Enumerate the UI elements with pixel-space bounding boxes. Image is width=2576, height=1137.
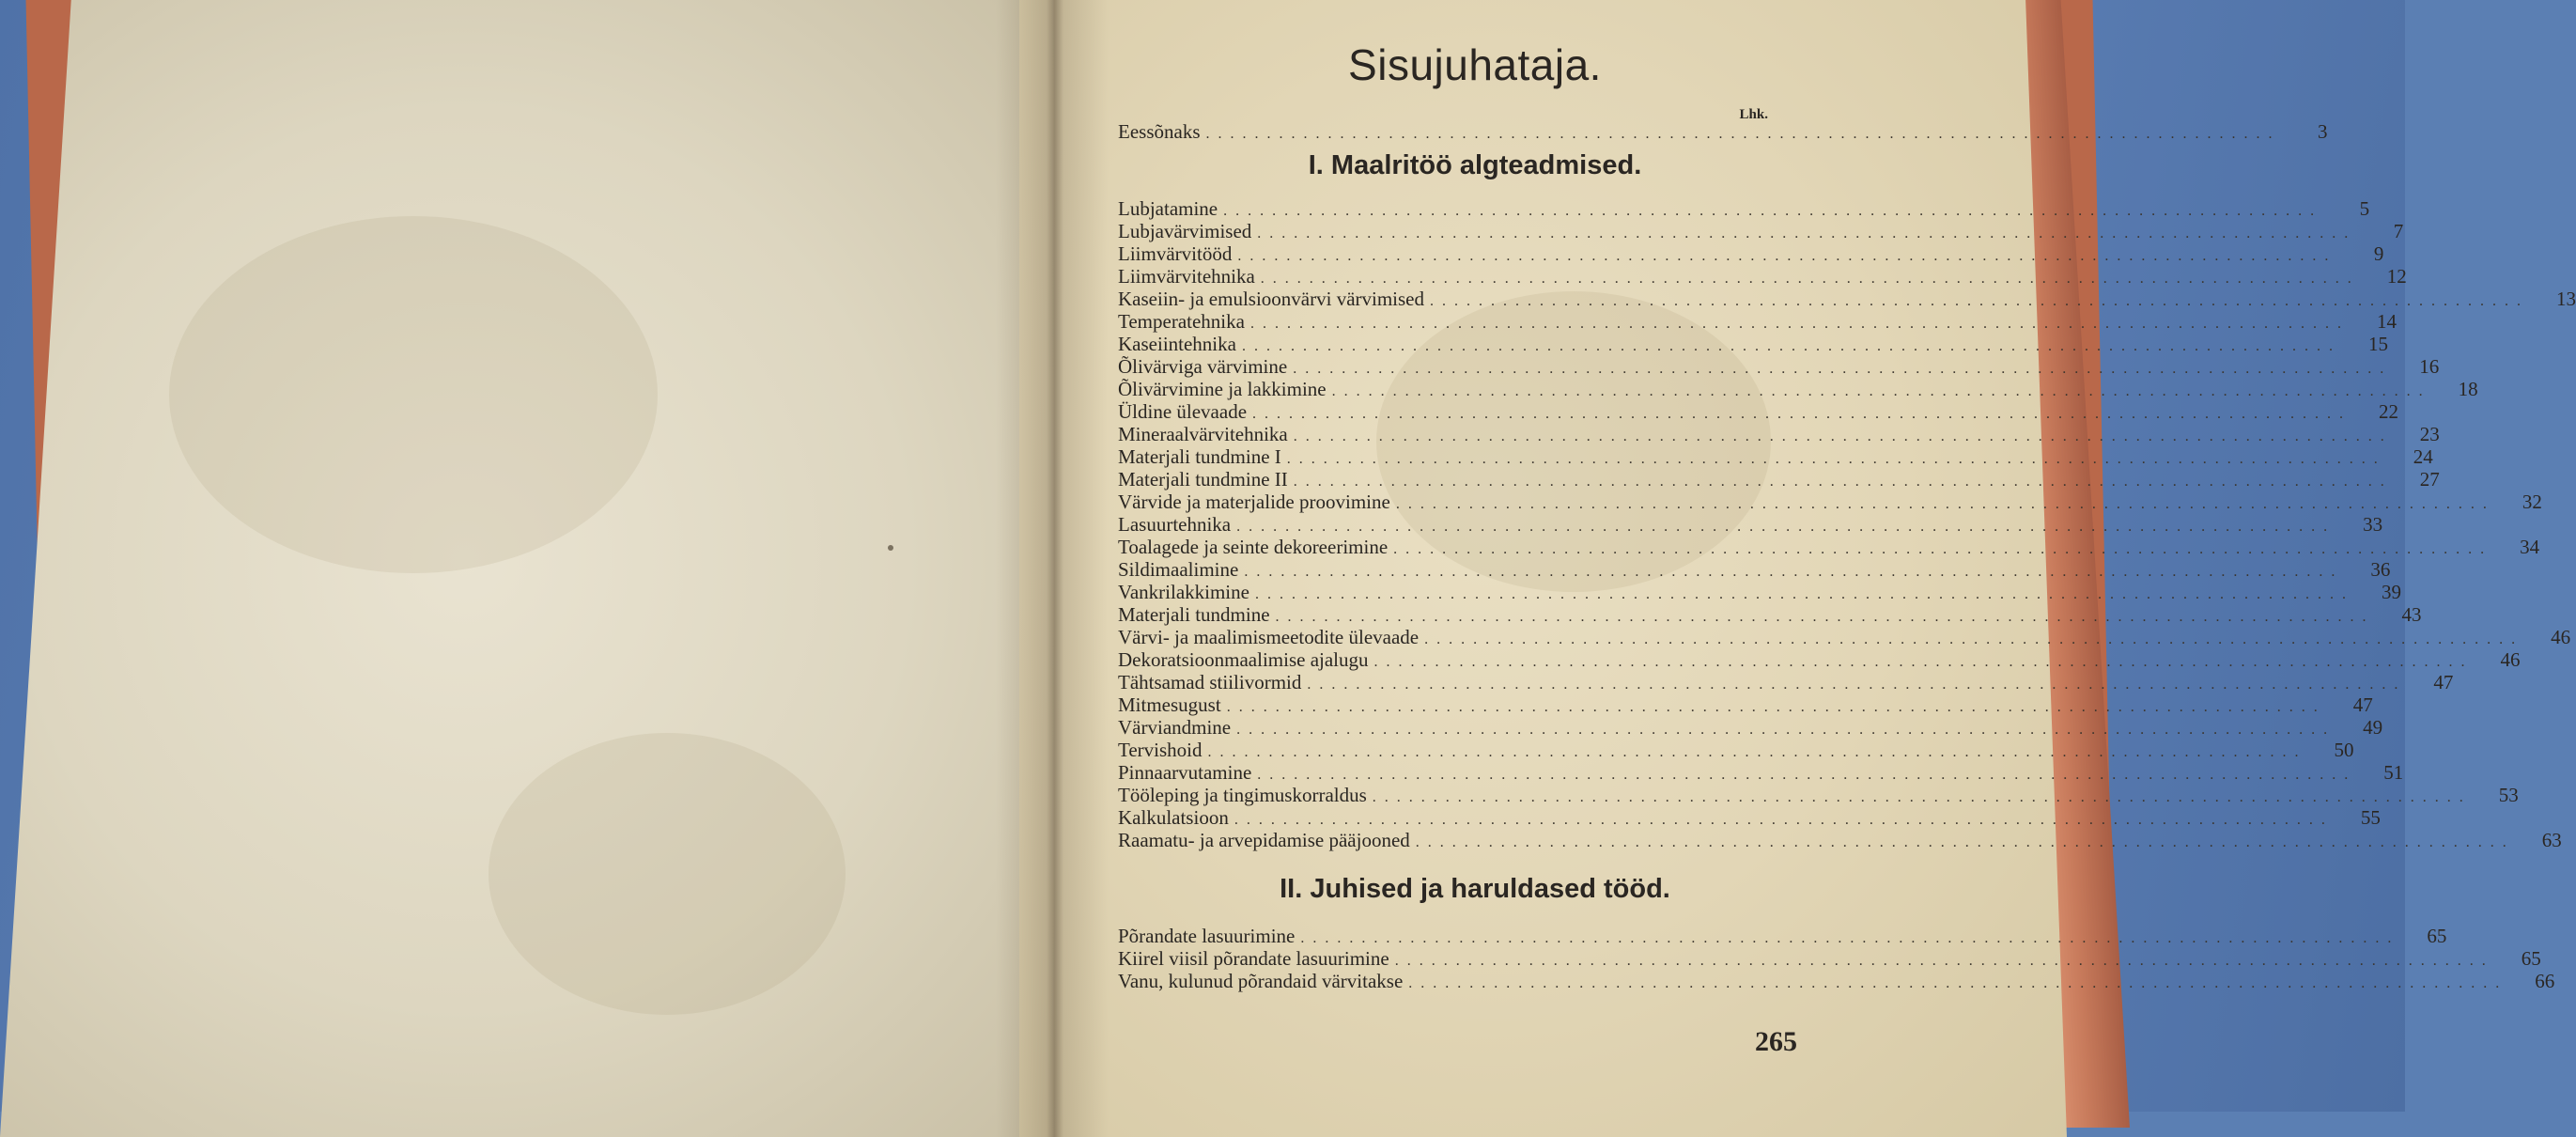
leader-dots: .......................................................................................... xyxy=(1236,722,2336,738)
toc-entry xyxy=(1118,716,2383,741)
leader-dots: .......................................................................................... xyxy=(1293,474,2393,490)
toc-entry xyxy=(1118,806,2381,832)
entry-page: 23 xyxy=(2419,423,2440,445)
toc-entry xyxy=(1118,947,2541,973)
toc-entry xyxy=(1118,925,2447,950)
toc-entry xyxy=(1118,648,2521,674)
leader-dots: .......................................................................................... xyxy=(1331,383,2431,399)
entry-page: 16 xyxy=(2419,355,2440,378)
entry-page: 24 xyxy=(2413,445,2433,468)
leader-dots: .......................................................................................... xyxy=(1393,541,2493,557)
entry-label: Raamatu- ja arvepidamise pääjooned xyxy=(1118,829,1410,851)
entry-label: Värvide ja materjalide proovimine xyxy=(1118,491,1390,513)
section-heading-1: I. Maalritöö algteadmised. xyxy=(1308,150,1642,180)
book-gutter xyxy=(996,0,1109,1137)
leader-dots: .......................................................................................... xyxy=(1394,953,2494,969)
entry-label: Temperatehnika xyxy=(1118,310,1245,333)
toc-entry xyxy=(1118,829,2562,854)
leader-dots: .......................................................................................... xyxy=(1293,361,2393,377)
entry-page: 9 xyxy=(2373,242,2384,265)
leader-dots: .......................................................................................... xyxy=(1307,677,2407,693)
leader-dots: .......................................................................................... xyxy=(1207,744,2307,760)
entry-label: Liimvärvitööd xyxy=(1118,242,1233,265)
toc-entry xyxy=(1118,355,2440,381)
entry-page: 15 xyxy=(2367,333,2388,355)
entry-label: Mitmesugust xyxy=(1118,693,1221,716)
entry-label: Lubjavärvimised xyxy=(1118,220,1252,242)
entry-page: 27 xyxy=(2419,468,2440,491)
toc-entry xyxy=(1118,468,2440,493)
entry-label: Kiirel viisil põrandate lasuurimine xyxy=(1118,947,1389,970)
entry-label: Toalagede ja seinte dekoreerimine xyxy=(1118,536,1389,558)
page-stain xyxy=(169,216,658,573)
leader-dots: .......................................................................................... xyxy=(1234,812,2334,828)
entry-page: 18 xyxy=(2458,378,2478,400)
entry-page: 47 xyxy=(2433,671,2454,693)
left-page xyxy=(0,0,1033,1137)
toc-entry xyxy=(1118,378,2478,403)
toc-entry xyxy=(1118,693,2373,719)
toc-entry xyxy=(1118,220,2404,245)
entry-label: Õlivärvimine ja lakkimine xyxy=(1118,378,1327,400)
toc-entry xyxy=(1118,491,2542,516)
entry-label: Materjali tundmine xyxy=(1118,603,1270,626)
toc-entry xyxy=(1118,536,2540,561)
entry-page: 53 xyxy=(2498,784,2519,806)
leader-dots: .......................................................................................... xyxy=(1260,271,2360,287)
leader-dots: .......................................................................................... xyxy=(1300,930,2400,946)
leader-dots: .......................................................................................... xyxy=(1236,519,2336,535)
leader-dots: .......................................................................................... xyxy=(1254,586,2354,602)
leader-dots: .......................................................................................... xyxy=(1241,338,2341,354)
entry-label: Materjali tundmine II xyxy=(1118,468,1288,491)
entry-page: 34 xyxy=(2520,536,2540,558)
entry-page: 14 xyxy=(2376,310,2397,333)
entry-page: 43 xyxy=(2401,603,2422,626)
leader-dots: .......................................................................................... xyxy=(1424,631,2524,647)
toc-entry xyxy=(1118,513,2383,538)
entry-label: Tähtsamad stiilivormid xyxy=(1118,671,1302,693)
leader-dots: ........................................................................................ xyxy=(1205,126,2281,142)
entry-page: 50 xyxy=(2334,739,2354,761)
entry-page: 65 xyxy=(2521,947,2541,970)
entry-label: Materjali tundmine I xyxy=(1118,445,1281,468)
entry-page: 47 xyxy=(2352,693,2373,716)
toc-entry xyxy=(1118,626,2571,651)
entry-page: 46 xyxy=(2551,626,2571,648)
leader-dots: .......................................................................................... xyxy=(1372,789,2472,805)
leader-dots: .......................................................................................... xyxy=(1223,203,2323,219)
toc-entry xyxy=(1118,671,2454,696)
entry-page: 65 xyxy=(2427,925,2447,947)
toc-entry xyxy=(1118,288,2576,313)
toc-entry xyxy=(1118,581,2401,606)
entry-page: 36 xyxy=(2370,558,2391,581)
entry-label: Põrandate lasuurimine xyxy=(1118,925,1296,947)
toc-entry xyxy=(1118,242,2384,268)
entry-label: Vankrilakkimine xyxy=(1118,581,1249,603)
entry-page: 51 xyxy=(2383,761,2404,784)
toc-entry xyxy=(1118,423,2440,448)
leader-dots: .......................................................................................... xyxy=(1226,699,2326,715)
leader-dots: .......................................................................................... xyxy=(1286,451,2386,467)
entry-label: Vanu, kulunud põrandaid värvitakse xyxy=(1118,970,1404,992)
leader-dots: .......................................................................................... xyxy=(1430,293,2530,309)
entry-label: Dekoratsioonmaalimise ajalugu xyxy=(1118,648,1369,671)
entry-label: Kaseiintehnika xyxy=(1118,333,1236,355)
toc-entry-preface xyxy=(1118,120,2328,146)
leader-dots: .......................................................................................... xyxy=(1275,609,2375,625)
entry-page: 32 xyxy=(2522,491,2542,513)
toc-entry xyxy=(1118,310,2397,335)
leader-dots: .......................................................................................... xyxy=(1408,975,2508,991)
entry-label: Tööleping ja tingimuskorraldus xyxy=(1118,784,1367,806)
leader-dots: .......................................................................................... xyxy=(1237,248,2337,264)
toc-entry xyxy=(1118,784,2519,809)
entry-page: 46 xyxy=(2500,648,2521,671)
entry-label: Eessõnaks xyxy=(1118,120,1201,143)
leader-dots: .......................................................................................... xyxy=(1252,406,2352,422)
table-of-contents xyxy=(1118,0,2576,1112)
entry-page: 39 xyxy=(2381,581,2401,603)
leader-dots: .......................................................................................... xyxy=(1395,496,2495,512)
entry-page: 7 xyxy=(2393,220,2404,242)
entry-label: Üldine ülevaade xyxy=(1118,400,1248,423)
toc-entry xyxy=(1118,445,2433,471)
toc-entry xyxy=(1118,400,2399,426)
entry-label: Lubjatamine xyxy=(1118,197,1218,220)
entry-label: Sildimaalimine xyxy=(1118,558,1239,581)
page-number: 265 xyxy=(1755,1026,1797,1057)
entry-label: Värviandmine xyxy=(1118,716,1232,739)
entry-label: Lasuurtehnika xyxy=(1118,513,1232,536)
toc-entry xyxy=(1118,970,2555,995)
entry-label: Kaseiin- ja emulsioonvärvi värvimised xyxy=(1118,288,1425,310)
entry-page: 33 xyxy=(2363,513,2383,536)
entry-page: 49 xyxy=(2363,716,2383,739)
toc-entry xyxy=(1118,197,2370,223)
entry-label: Pinnaarvutamine xyxy=(1118,761,1252,784)
entry-label: Tervishoid xyxy=(1118,739,1203,761)
toc-entry xyxy=(1118,761,2404,787)
entry-label: Liimvärvitehnika xyxy=(1118,265,1255,288)
entry-label: Mineraalvärvitehnika xyxy=(1118,423,1288,445)
page-column-label: Lhk. xyxy=(1739,107,1768,122)
entry-page: 66 xyxy=(2535,970,2555,992)
toc-entry xyxy=(1118,603,2422,629)
leader-dots: .......................................................................................... xyxy=(1293,428,2393,444)
toc-entry xyxy=(1118,558,2391,584)
entry-page: 13 xyxy=(2556,288,2576,310)
page-stain xyxy=(489,733,846,1015)
leader-dots: .......................................................................................... xyxy=(1373,654,2474,670)
leader-dots: .......................................................................................... xyxy=(1415,834,2515,850)
entry-page: 3 xyxy=(2318,120,2328,143)
entry-label: Õlivärviga värvimine xyxy=(1118,355,1288,378)
leader-dots: .......................................................................................... xyxy=(1244,564,2344,580)
entry-page: 63 xyxy=(2541,829,2562,851)
toc-title: Sisujuhataja. xyxy=(1348,40,1602,89)
page-speck xyxy=(888,545,893,551)
leader-dots: .......................................................................................... xyxy=(1257,767,2357,783)
entry-page: 5 xyxy=(2359,197,2370,220)
toc-entry xyxy=(1118,265,2407,290)
toc-entry xyxy=(1118,333,2388,358)
entry-page: 12 xyxy=(2386,265,2407,288)
leader-dots: .......................................................................................... xyxy=(1257,226,2357,241)
entry-label: Kalkulatsioon xyxy=(1118,806,1229,829)
entry-page: 55 xyxy=(2360,806,2381,829)
leader-dots: .......................................................................................... xyxy=(1249,316,2350,332)
section-heading-2: II. Juhised ja haruldased tööd. xyxy=(1280,874,1670,904)
toc-entry xyxy=(1118,739,2354,764)
entry-label: Värvi- ja maalimismeetodite ülevaade xyxy=(1118,626,1420,648)
entry-page: 22 xyxy=(2379,400,2399,423)
